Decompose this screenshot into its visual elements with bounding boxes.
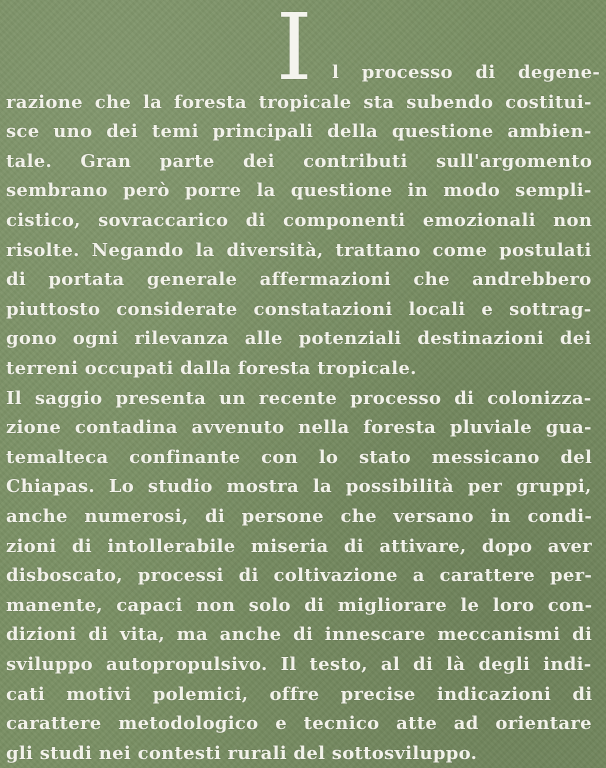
- text-line: sviluppo autopropulsivo. Il testo, al di là degli indi-: [6, 654, 592, 675]
- text-line: sce uno dei temi principali della questione ambien-: [6, 121, 592, 143]
- text-line: l processo di degene-: [332, 62, 601, 83]
- text-line: risolte. Negando la diversità, trattano come postulati: [6, 239, 592, 261]
- text-line: di portata generale affermazioni che andrebbero: [6, 269, 592, 291]
- text-line: temalteca confinante con lo stato messicano del: [6, 446, 593, 468]
- text-line: cati motivi polemici, offre precise indicazioni di: [6, 683, 593, 705]
- text-line: carattere metodologico e tecnico atte ad orientare: [6, 713, 592, 735]
- text-line: razione che la foresta tropicale sta subendo costitui-: [6, 91, 592, 113]
- text-line: sembrano però porre la questione in modo sempli-: [6, 180, 592, 202]
- text-line: piuttosto considerate constatazioni locali e sottrag-: [6, 298, 592, 320]
- text-line: zioni di intollerabile miseria di attivare, dopo aver: [6, 535, 592, 557]
- text-line: disboscato, processi di coltivazione a carattere per-: [6, 565, 593, 587]
- text-line: gli studi nei contesti rurali del sottosviluppo.: [6, 742, 478, 764]
- text-line: dizioni di vita, ma anche di innescare meccanismi di: [6, 624, 593, 646]
- text-line: Chiapas. Lo studio mostra la possibilità per gruppi,: [6, 476, 592, 498]
- text-line: tale. Gran parte dei contributi sull'argomento: [6, 150, 593, 172]
- text-line: Il saggio presenta un recente processo di colonizza-: [6, 387, 592, 409]
- text-line: anche numerosi, di persone che versano in condi-: [6, 506, 593, 527]
- text-line: cistico, sovraccarico di componenti emozionali non: [6, 210, 593, 231]
- text-line: gono ogni rilevanza alle potenziali destinazioni dei: [6, 328, 592, 350]
- drop-cap: I: [276, 0, 313, 101]
- text-line: manente, capaci non solo di migliorare le loro con-: [6, 594, 593, 616]
- text-line: terreni occupati dalla foresta tropicale.: [6, 358, 417, 379]
- text-line: zione contadina avvenuto nella foresta pluviale gua-: [6, 417, 592, 439]
